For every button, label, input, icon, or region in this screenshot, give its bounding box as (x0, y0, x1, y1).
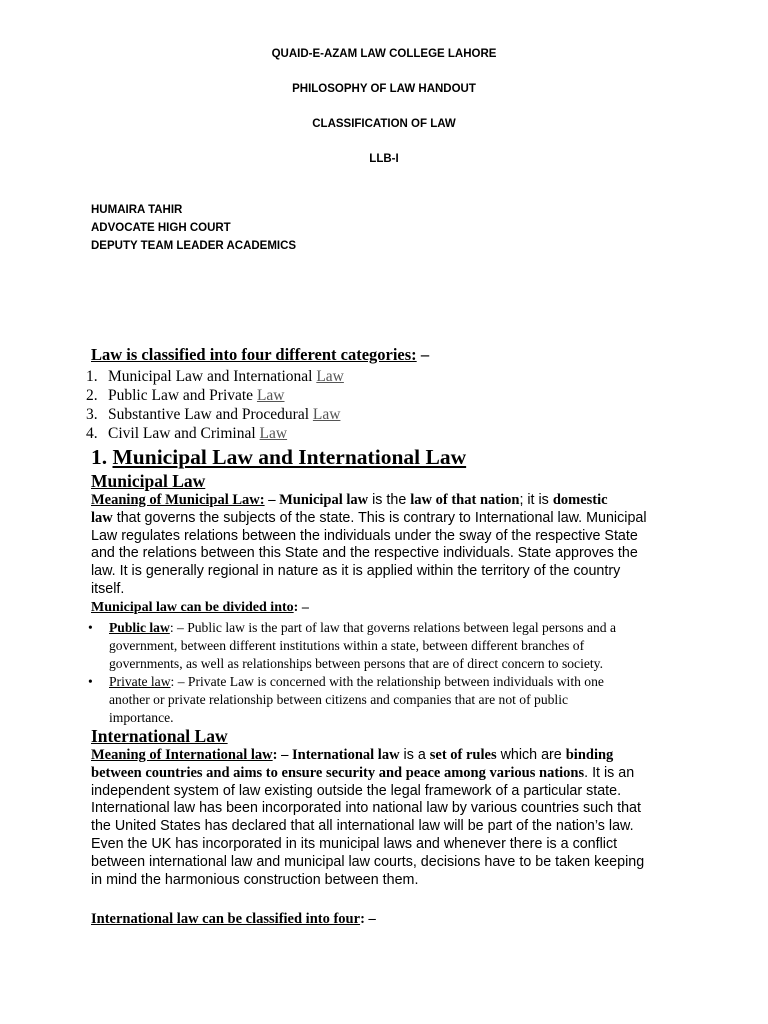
term: Municipal law (279, 492, 369, 508)
paragraph-line: itself. (91, 580, 125, 597)
list-number: 4. (86, 425, 98, 442)
text: . It is an (584, 764, 635, 781)
paragraph-line: Law regulates relations between the individuals under the sway of the respective State (91, 527, 638, 544)
paragraph-line: law. It is generally regional in nature as it is applied within the territory of the country (91, 563, 621, 580)
subheading-municipal: Municipal Law (91, 471, 206, 491)
list-number: 3. (86, 406, 98, 423)
bullet-text (109, 619, 684, 672)
term: domestic (552, 492, 608, 508)
list-text: Public Law and Private (108, 387, 257, 404)
dash: : – (360, 911, 376, 927)
author-role: DEPUTY TEAM LEADER ACADEMICS (91, 240, 297, 252)
paragraph-line (91, 747, 691, 765)
bullet-label: Private law (109, 674, 171, 689)
dash: : – (293, 600, 309, 615)
divided-label: Municipal law can be divided into (91, 600, 294, 615)
section-heading (91, 445, 466, 470)
law-link[interactable]: Law (312, 406, 341, 423)
meaning-label: Meaning of International law (91, 747, 273, 763)
text: Private Law is concerned with the relationship between individuals with one (187, 674, 604, 689)
phrase: law of that nation (410, 492, 520, 508)
paragraph-line: and the relations between this State and the respective individuals. State approves the (91, 545, 638, 562)
bullet-label: Public law (109, 620, 170, 635)
international-classified-heading (91, 911, 376, 928)
classified-label: International law can be classified into four (91, 911, 361, 927)
bullet-line: governments, as well as relationships between persons that are of direct concern to society. (109, 655, 603, 671)
list-item (86, 368, 344, 386)
paragraph-line: in mind the harmonious construction between them. (91, 871, 419, 888)
text: which are (496, 747, 566, 763)
dash: – (277, 747, 292, 763)
bullet-text (109, 673, 684, 726)
text: that governs the subjects of the state. This is contrary to International law. Municipal (112, 509, 647, 526)
dash: : – (169, 620, 188, 635)
law-link[interactable]: Law (259, 425, 288, 442)
bullet-line: importance. (109, 709, 174, 725)
list-item (86, 406, 340, 424)
paragraph-line: between international law and municipal law courts, decisions have to be taken keeping (91, 853, 645, 870)
class-label: LLB-I (369, 153, 399, 165)
meaning-label: Meaning of Municipal Law: (91, 492, 265, 508)
handout-title: PHILOSOPHY OF LAW HANDOUT (292, 83, 476, 95)
section-number: 1. (91, 445, 113, 469)
text: Public law is the part of law that governs relations between legal persons and a (187, 620, 617, 635)
bullet-line: another or private relationship between citizens and companies that are not of public (109, 691, 569, 707)
list-number: 1. (86, 368, 98, 385)
dash: – (264, 492, 280, 508)
paragraph-line: the United States has declared that all international law will be part of the nation’s law. (91, 818, 634, 835)
term: between countries and aims to ensure security and peace among various nations (91, 764, 585, 781)
list-text: Substantive Law and Procedural (108, 406, 313, 423)
college-name: QUAID-E-AZAM LAW COLLEGE LAHORE (271, 48, 497, 60)
term: set of rules (429, 747, 497, 763)
term: binding (565, 747, 614, 763)
bullet-item (88, 619, 688, 673)
paragraph-line: independent system of law existing outside the legal framework of a particular state. (91, 782, 622, 799)
paragraph-line (91, 510, 691, 528)
paragraph-line (91, 492, 691, 510)
section-title: Municipal Law and International Law (112, 445, 467, 469)
list-item (86, 425, 287, 443)
bullet-dot: • (88, 674, 93, 689)
text: is the (368, 492, 411, 508)
bullet-item (88, 673, 688, 727)
paragraph-line: Even the UK has incorporated in its municipal laws and whenever there is a conflict (91, 835, 618, 852)
intro-heading (91, 345, 429, 365)
list-text: Civil Law and Criminal (108, 425, 260, 442)
list-item (86, 387, 285, 405)
paragraph-line (91, 765, 691, 783)
bullet-line: government, between different institutions within a state, between different branches of (109, 637, 585, 653)
author-title: ADVOCATE HIGH COURT (91, 222, 231, 234)
bullet-line (109, 673, 684, 691)
dash: : – (170, 674, 188, 689)
text: ; it is (519, 492, 553, 508)
colon: : (272, 747, 278, 763)
law-link[interactable]: Law (316, 368, 344, 385)
subheading-international: International Law (91, 726, 228, 746)
term: law (91, 509, 113, 526)
intro-heading-text: Law is classified into four different categories: (91, 345, 417, 364)
list-text: Municipal Law and International (108, 368, 317, 385)
bullet-line (109, 619, 684, 637)
intro-heading-dash: – (416, 345, 430, 364)
municipal-divided-heading (91, 600, 309, 616)
list-number: 2. (86, 387, 98, 404)
term: International law (292, 747, 400, 763)
text: is a (399, 747, 430, 763)
international-meaning-paragraph (91, 747, 691, 889)
author-name: HUMAIRA TAHIR (91, 204, 183, 216)
topic-title: CLASSIFICATION OF LAW (312, 118, 456, 130)
municipal-meaning-paragraph (91, 492, 691, 599)
bullet-dot: • (88, 620, 93, 635)
paragraph-line: International law has been incorporated into national law by various countries such that (91, 800, 641, 817)
law-link[interactable]: Law (256, 387, 285, 404)
